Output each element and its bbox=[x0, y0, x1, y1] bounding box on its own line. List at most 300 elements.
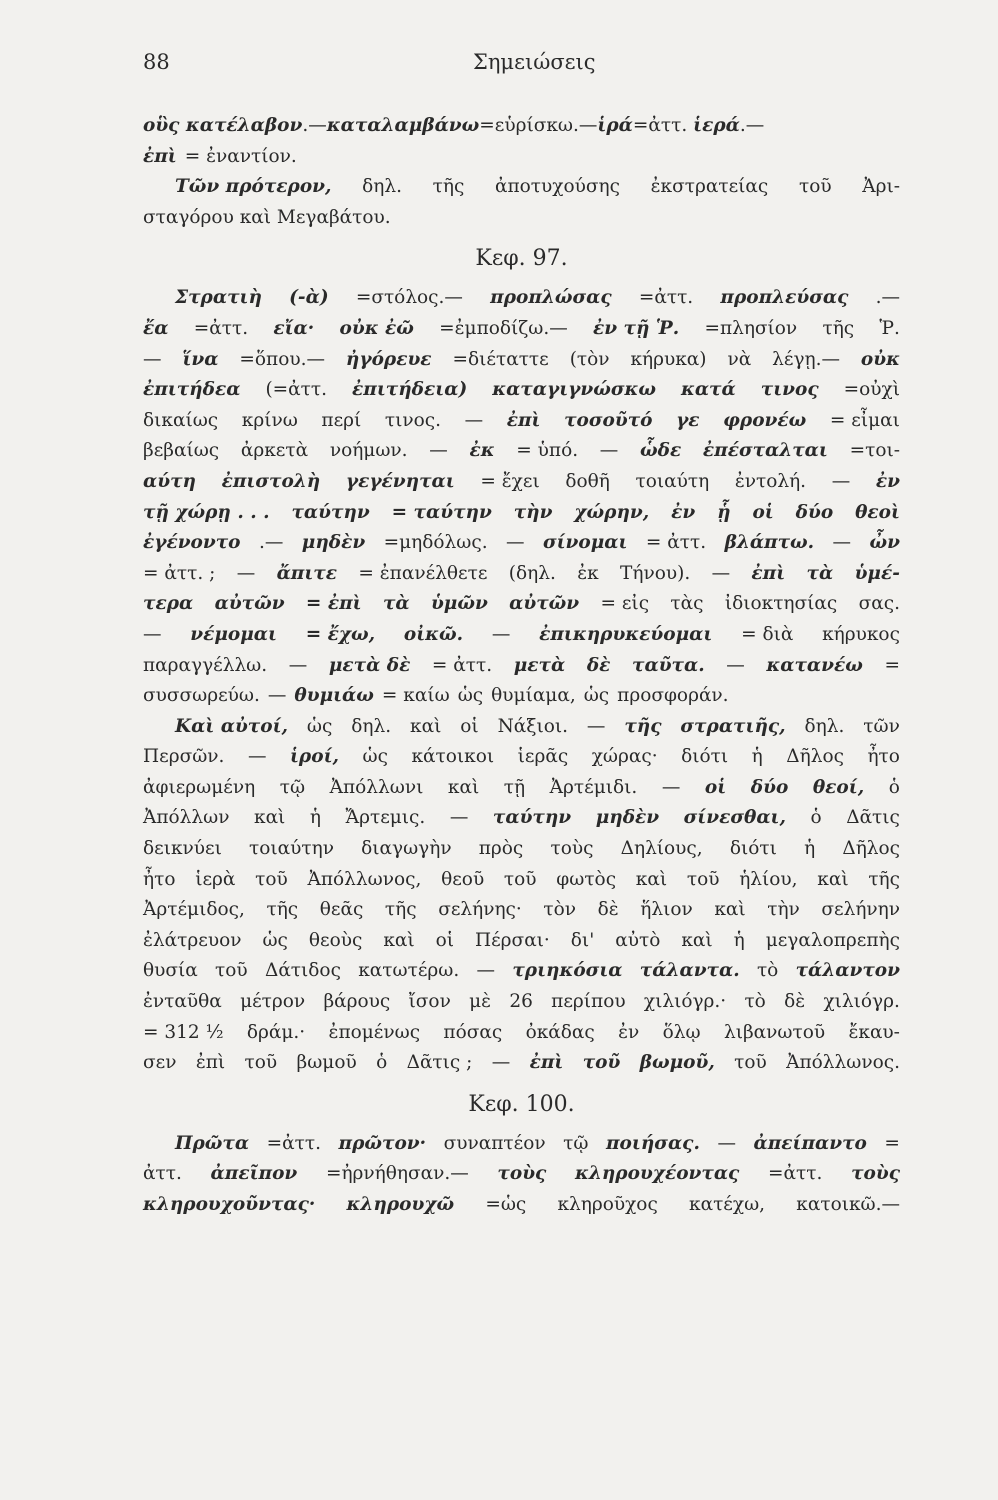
lemma: τῆς bbox=[624, 715, 662, 737]
gloss: = bbox=[884, 654, 900, 676]
gloss: — bbox=[832, 532, 852, 554]
gloss: προσφοράν. bbox=[617, 685, 729, 707]
gloss: ἱερᾶς bbox=[517, 746, 569, 768]
gloss: τοῦ bbox=[734, 1052, 767, 1074]
gloss: κατέχω, bbox=[689, 1194, 766, 1215]
lemma: ἐπὶ bbox=[529, 1052, 564, 1074]
text-line bbox=[143, 712, 900, 743]
gloss: νὰ bbox=[727, 348, 752, 370]
gloss: αὐτὸ bbox=[615, 929, 661, 951]
lemma: ἐπιτήδεια) bbox=[352, 379, 468, 401]
lemma: προπλώσας bbox=[490, 287, 612, 309]
lemma: αύτη bbox=[143, 470, 196, 492]
lemma: ταύτην bbox=[291, 501, 370, 523]
gloss: τοιαύτη bbox=[635, 470, 710, 492]
gloss: κήρυκος bbox=[822, 623, 900, 645]
gloss: — bbox=[464, 409, 484, 431]
gloss: τοῦ bbox=[686, 868, 720, 890]
gloss: Πέρσαι· bbox=[474, 929, 550, 951]
gloss: θυμίαμα, bbox=[491, 685, 576, 707]
gloss: τῶν bbox=[863, 715, 900, 737]
lemma: τὴν bbox=[513, 501, 553, 523]
text-line bbox=[143, 651, 900, 682]
gloss: κατωτέρω. bbox=[358, 960, 460, 982]
gloss: (=ἀττ. bbox=[265, 379, 328, 401]
lemma: ἐν bbox=[875, 470, 900, 492]
gloss: καὶ bbox=[410, 715, 442, 737]
lemma: ἱερά bbox=[693, 115, 740, 136]
gloss: — bbox=[717, 1132, 736, 1154]
gloss: τὸ bbox=[756, 960, 779, 982]
lemma: μηδὲν bbox=[595, 807, 660, 829]
lemma: σίνεσθαι, bbox=[683, 807, 786, 829]
lemma: θεοί, bbox=[812, 776, 865, 798]
gloss: Δάτιδος bbox=[264, 960, 341, 982]
gloss: ὁ bbox=[810, 807, 822, 829]
lemma: τριηκόσια bbox=[512, 960, 623, 982]
lemma: τερα bbox=[143, 593, 194, 615]
gloss: .— bbox=[739, 115, 765, 136]
gloss: =μηδόλως. bbox=[383, 532, 488, 554]
lemma: ἀπείπαντο bbox=[753, 1132, 867, 1154]
text-line bbox=[143, 172, 900, 203]
gloss: = ἐναντίον. bbox=[184, 145, 297, 167]
lemma: ὑμῶν bbox=[430, 593, 488, 615]
chapter-heading-100: Κεφ. 100. bbox=[468, 1091, 575, 1117]
gloss: =ἀττ. bbox=[266, 1132, 321, 1154]
gloss: δι' bbox=[570, 929, 595, 951]
text-line bbox=[143, 1190, 900, 1221]
gloss: (τὸν bbox=[569, 348, 610, 370]
gloss: .— bbox=[258, 532, 284, 554]
gloss: — bbox=[449, 807, 469, 829]
gloss: ἐλάτρευον bbox=[143, 929, 242, 951]
lemma: αὐτῶν bbox=[509, 593, 580, 615]
gloss: = ὑπό. bbox=[516, 440, 579, 462]
lemma: ποιήσας. bbox=[606, 1132, 700, 1154]
gloss: καὶ bbox=[447, 776, 480, 798]
lemma: τῇ χώρῃ . . . bbox=[143, 501, 270, 523]
lemma: εἴα· bbox=[273, 317, 315, 339]
gloss: = bbox=[884, 1132, 900, 1154]
gloss: καὶ bbox=[681, 929, 713, 951]
text-line bbox=[143, 834, 900, 865]
running-head bbox=[143, 50, 855, 80]
gloss: Δᾶτις bbox=[846, 807, 900, 829]
lemma: κληρουχῶ bbox=[346, 1194, 455, 1215]
gloss: τῇ bbox=[503, 776, 526, 798]
lemma: φρονέω bbox=[723, 409, 807, 431]
gloss: Δῆλος bbox=[786, 746, 844, 768]
lemma: ταύτην bbox=[492, 807, 572, 829]
text-line bbox=[143, 926, 900, 957]
gloss: — bbox=[429, 440, 448, 462]
gloss: — bbox=[586, 715, 606, 737]
lemma: θεοὶ bbox=[855, 501, 900, 523]
gloss: χιλιόγρ. bbox=[823, 991, 900, 1013]
gloss: ὀκάδας bbox=[525, 1021, 595, 1043]
gloss: τοιαύτην bbox=[249, 838, 334, 860]
gloss: ἡ bbox=[751, 746, 763, 768]
lemma: δύο bbox=[795, 501, 834, 523]
gloss: θεοῦ bbox=[441, 868, 485, 890]
gloss: ἡ bbox=[309, 807, 321, 829]
text-line bbox=[143, 314, 900, 345]
lemma: ἐπέσταλται bbox=[702, 440, 828, 462]
gloss: τῆς bbox=[822, 317, 855, 339]
gloss: ἡ bbox=[733, 929, 745, 951]
gloss: περί bbox=[321, 409, 362, 431]
text-line bbox=[143, 956, 900, 987]
gloss: δράμ.· bbox=[246, 1021, 306, 1043]
gloss: = ἐπανέλθετε bbox=[358, 562, 488, 584]
gloss: σας. bbox=[858, 593, 900, 615]
gloss: ἀφιερωμένη bbox=[143, 776, 256, 798]
text-line bbox=[143, 528, 900, 559]
lemma: κατά bbox=[680, 379, 736, 401]
lemma: ὦν bbox=[869, 532, 900, 554]
gloss: θεοὺς bbox=[308, 929, 363, 951]
lemma: τοσοῦτό bbox=[564, 409, 653, 431]
gloss: παραγγέλλω. bbox=[143, 654, 268, 676]
lemma: = ταύτην bbox=[391, 501, 492, 523]
gloss: ἴσον bbox=[408, 991, 451, 1013]
gloss: =ἀττ. bbox=[193, 317, 249, 339]
lemma: = ἔχω, bbox=[305, 623, 376, 645]
lemma: κληρουχέοντας bbox=[575, 1163, 740, 1185]
lemma: ὑμέ- bbox=[854, 562, 900, 584]
gloss: =ἠρνήθησαν.— bbox=[325, 1163, 469, 1185]
gloss: τοῦ bbox=[215, 960, 248, 982]
gloss: Τήνου). bbox=[620, 562, 691, 584]
lemma: ἠγόρευε bbox=[345, 348, 432, 370]
gloss: ὁ bbox=[376, 1052, 388, 1074]
page-number: 88 bbox=[143, 50, 170, 74]
gloss: — bbox=[476, 960, 496, 982]
gloss: σελήνης· bbox=[438, 899, 522, 921]
gloss: Ἀπόλλωνι bbox=[329, 776, 424, 798]
text-line bbox=[143, 895, 900, 926]
gloss: ἀποτυχούσης bbox=[495, 176, 620, 198]
lemma: κληρουχοῦντας· bbox=[143, 1194, 316, 1215]
gloss: =ἐμποδίζω.— bbox=[439, 317, 568, 339]
gloss: ἐντολή. bbox=[734, 470, 807, 492]
gloss: κάτοικοι bbox=[411, 746, 495, 768]
lemma: ᾗ bbox=[717, 501, 731, 523]
gloss: Ἀπόλλωνος, bbox=[307, 868, 422, 890]
text-line bbox=[143, 467, 900, 498]
lemma: οὐκ ἐῶ bbox=[339, 317, 414, 339]
gloss: = ἀττ. ; bbox=[143, 562, 216, 584]
gloss: — bbox=[491, 1052, 511, 1074]
gloss: δὲ bbox=[597, 899, 619, 921]
gloss: — bbox=[506, 532, 525, 554]
lemma: θυμιάω bbox=[294, 685, 374, 707]
gloss: Νάξιοι. bbox=[497, 715, 568, 737]
gloss: συσσωρεύω. bbox=[143, 685, 260, 707]
gloss: ὡς bbox=[262, 929, 288, 951]
gloss: δηλ. bbox=[804, 715, 845, 737]
gloss: σελήνην bbox=[821, 899, 900, 921]
gloss: κρίνω bbox=[241, 409, 298, 431]
lemma: τινος bbox=[760, 379, 819, 401]
gloss: — bbox=[599, 440, 619, 462]
gloss: δικαίως bbox=[143, 409, 219, 431]
lemma: ἐκ bbox=[469, 440, 495, 462]
text-line bbox=[143, 406, 900, 437]
text-line bbox=[143, 111, 900, 142]
gloss: σεν bbox=[143, 1052, 177, 1074]
lemma: τοῦ bbox=[582, 1052, 621, 1074]
gloss: — bbox=[726, 654, 745, 676]
gloss: νοήμων. bbox=[329, 440, 408, 462]
gloss: = εἶμαι bbox=[829, 409, 900, 431]
gloss: ἡ bbox=[804, 838, 816, 860]
lemma: οἱ bbox=[704, 776, 727, 798]
lemma: τάλαντον bbox=[795, 960, 900, 982]
gloss: πόσας bbox=[443, 1021, 503, 1043]
gloss: οἱ bbox=[435, 929, 454, 951]
gloss: — bbox=[288, 654, 308, 676]
gloss: τινος. bbox=[384, 409, 442, 431]
gloss: δοθῆ bbox=[565, 470, 610, 492]
text-line bbox=[143, 142, 900, 173]
lemma: καταγιγνώσκω bbox=[492, 379, 656, 401]
gloss: — bbox=[236, 562, 256, 584]
lemma: τοὺς bbox=[497, 1163, 547, 1185]
gloss: περίπου bbox=[551, 991, 626, 1013]
gloss: τοῦ bbox=[503, 868, 537, 890]
lemma: αὐτῶν bbox=[214, 593, 285, 615]
gloss: καὶ bbox=[635, 868, 668, 890]
gloss: =ἀττ. bbox=[638, 287, 694, 309]
text-line bbox=[143, 1129, 900, 1160]
gloss: τῆς bbox=[266, 899, 299, 921]
gloss: διότι bbox=[729, 838, 777, 860]
gloss: — bbox=[831, 470, 851, 492]
gloss: τῆς bbox=[868, 868, 900, 890]
gloss: Περσῶν. bbox=[143, 746, 225, 768]
gloss: ὡς bbox=[362, 746, 388, 768]
gloss: Ἀρτέμιδι. bbox=[549, 776, 638, 798]
gloss: μέτρον bbox=[240, 991, 306, 1013]
gloss: — bbox=[491, 623, 511, 645]
text-line bbox=[143, 803, 900, 834]
lemma: βωμοῦ, bbox=[639, 1052, 715, 1074]
gloss: βεβαίως bbox=[143, 440, 220, 462]
gloss: Δηλίους, bbox=[620, 838, 703, 860]
gloss: συναπτέον bbox=[443, 1132, 546, 1154]
gloss: — bbox=[247, 746, 267, 768]
lemma: γε bbox=[676, 409, 700, 431]
gloss: φωτὸς bbox=[556, 868, 617, 890]
gloss: =ἀττ. bbox=[768, 1163, 823, 1185]
lemma: οὓς κατέλαβον bbox=[143, 115, 303, 136]
lemma: προπλεύσας bbox=[720, 287, 849, 309]
gloss: Ἀρι- bbox=[862, 176, 900, 198]
lemma: Τῶν πρότερον, bbox=[175, 176, 332, 198]
gloss: ἦτο bbox=[867, 746, 900, 768]
gloss: χιλιόγρ.· bbox=[643, 991, 727, 1013]
gloss: τῷ bbox=[563, 1132, 589, 1154]
gloss: ἐπομένως bbox=[328, 1021, 421, 1043]
lemma: ἐπικηρυκεύομαι bbox=[539, 623, 713, 645]
lemma: χώρην, bbox=[574, 501, 650, 523]
lemma: ἄπιτε bbox=[276, 562, 337, 584]
gloss: — bbox=[661, 776, 681, 798]
gloss: ὡς bbox=[583, 685, 610, 707]
gloss: ἀρκετὰ bbox=[240, 440, 309, 462]
text-line bbox=[143, 865, 900, 896]
lemma: τὰ bbox=[806, 562, 834, 584]
gloss: βάρους bbox=[323, 991, 391, 1013]
gloss: ἐνταῦθα bbox=[143, 991, 222, 1013]
lemma: ἔα bbox=[143, 317, 169, 339]
lemma: ἐπιτήδεα bbox=[143, 379, 241, 401]
gloss: θυσία bbox=[143, 960, 198, 982]
gloss: λιβανωτοῦ bbox=[723, 1021, 826, 1043]
lemma: τάλαντα. bbox=[639, 960, 740, 982]
text-line bbox=[143, 345, 900, 376]
gloss: ἰδιοκτησίας bbox=[724, 593, 838, 615]
gloss: = διὰ bbox=[741, 623, 794, 645]
gloss: =διέταττε bbox=[452, 348, 549, 370]
gloss: θεᾶς bbox=[319, 899, 364, 921]
gloss: = 312 ½ bbox=[143, 1021, 224, 1043]
gloss: χώρας· bbox=[591, 746, 658, 768]
gloss: — bbox=[143, 623, 162, 645]
gloss: δὲ bbox=[784, 991, 806, 1013]
gloss: ὡς bbox=[306, 715, 333, 737]
lemma: ἐπὶ bbox=[143, 145, 177, 167]
gloss: τῆς bbox=[384, 899, 417, 921]
lemma: οὐκ bbox=[860, 348, 900, 370]
gloss: = ἀττ. bbox=[431, 654, 493, 676]
gloss: δηλ. bbox=[362, 176, 402, 198]
lemma: ὧδε bbox=[640, 440, 682, 462]
lemma: Καὶ αὐτοί, bbox=[175, 715, 288, 737]
gloss: καὶ bbox=[383, 929, 415, 951]
gloss: .— bbox=[302, 115, 327, 136]
gloss: ἐκ bbox=[577, 562, 599, 584]
gloss: δηλ. bbox=[351, 715, 392, 737]
gloss: 26 bbox=[509, 991, 533, 1013]
gloss: τὰς bbox=[670, 593, 704, 615]
gloss: δεικνύει bbox=[143, 838, 222, 860]
gloss: — bbox=[267, 685, 287, 707]
lemma: μηδὲν bbox=[301, 532, 366, 554]
gloss: καὶ bbox=[714, 899, 746, 921]
lemma: τοὺς bbox=[851, 1163, 900, 1185]
gloss: ἥλιον bbox=[640, 899, 693, 921]
lemma: δύο bbox=[750, 776, 789, 798]
gloss: Δῆλος bbox=[842, 838, 900, 860]
gloss: Ἀπόλλων bbox=[143, 807, 230, 829]
lemma: τὰ bbox=[382, 593, 410, 615]
lemma: Πρῶτα bbox=[175, 1132, 250, 1154]
lemma: ἐπὶ bbox=[751, 562, 786, 584]
lemma: ἵνα bbox=[182, 348, 219, 370]
gloss: ἐκστρατείας bbox=[650, 176, 769, 198]
gloss: .— bbox=[875, 287, 900, 309]
gloss: ἐν bbox=[618, 1021, 640, 1043]
gloss: κήρυκα) bbox=[630, 348, 707, 370]
lemma: ἐπιστολὴ bbox=[221, 470, 321, 492]
gloss: =εὑρίσκω.— bbox=[479, 115, 598, 136]
gloss: τῷ bbox=[279, 776, 306, 798]
text-line bbox=[143, 283, 900, 314]
text-line bbox=[143, 559, 900, 590]
gloss: = εἰς bbox=[600, 593, 650, 615]
lemma: ἐν τῇ Ῥ. bbox=[593, 317, 680, 339]
gloss: ὡς bbox=[457, 685, 484, 707]
gloss: τοῦ bbox=[798, 176, 832, 198]
gloss: τὴν bbox=[767, 899, 800, 921]
lemma: πρῶτον· bbox=[338, 1132, 427, 1154]
gloss: =οὐχὶ bbox=[843, 379, 900, 401]
gloss: τὸν bbox=[543, 899, 576, 921]
gloss: ἐπὶ bbox=[195, 1052, 226, 1074]
lemma: κατανέω bbox=[766, 654, 863, 676]
lemma: (-ὰ) bbox=[289, 287, 329, 309]
lemma: ἀπεῖπον bbox=[210, 1163, 298, 1185]
gloss: πρὸς bbox=[478, 838, 524, 860]
lemma: ἱροί, bbox=[289, 746, 339, 768]
text-line bbox=[143, 1048, 900, 1079]
text-line bbox=[143, 436, 900, 467]
lemma: γεγένηται bbox=[345, 470, 455, 492]
gloss: κατοικῶ.— bbox=[796, 1194, 900, 1215]
chapter-heading-97: Κεφ. 97. bbox=[475, 246, 568, 272]
gloss: τὸ bbox=[744, 991, 766, 1013]
page-title: Σημειώσεις bbox=[473, 50, 596, 74]
gloss: διαγωγὴν bbox=[361, 838, 452, 860]
text-line bbox=[143, 203, 900, 234]
gloss: μὲ bbox=[469, 991, 492, 1013]
gloss: τοῦ bbox=[255, 868, 288, 890]
gloss: =στόλος.— bbox=[355, 287, 463, 309]
gloss: μεγαλοπρεπὴς bbox=[765, 929, 900, 951]
text-line bbox=[143, 589, 900, 620]
gloss: =ὡς bbox=[485, 1194, 527, 1215]
notes-body bbox=[143, 111, 900, 1221]
gloss: κληροῦχος bbox=[557, 1194, 658, 1215]
gloss: τοὺς bbox=[550, 838, 594, 860]
lemma: οἱ bbox=[752, 501, 774, 523]
text-line bbox=[143, 773, 900, 804]
gloss: σταγόρου καὶ Μεγαβάτου. bbox=[143, 206, 391, 228]
gloss: = καίω bbox=[381, 685, 450, 707]
text-line bbox=[143, 987, 900, 1018]
gloss: καὶ bbox=[254, 807, 286, 829]
lemma: μετὰ bbox=[513, 654, 566, 676]
text-line bbox=[143, 620, 900, 651]
gloss: =πλησίον bbox=[704, 317, 798, 339]
text-line bbox=[143, 1159, 900, 1190]
lemma: οἰκῶ. bbox=[403, 623, 464, 645]
gloss: βωμοῦ bbox=[296, 1052, 357, 1074]
text-line bbox=[143, 742, 900, 773]
gloss: διότι bbox=[681, 746, 729, 768]
text-line bbox=[143, 681, 900, 712]
gloss: (δηλ. bbox=[508, 562, 556, 584]
gloss: Ἀπόλλωνος. bbox=[786, 1052, 900, 1074]
lemma: σίνομαι bbox=[542, 532, 628, 554]
gloss: — bbox=[711, 562, 731, 584]
gloss: =ὅπου.— bbox=[239, 348, 325, 370]
gloss: Ἀρτέμιδος, bbox=[143, 899, 245, 921]
gloss: Ῥ. bbox=[879, 317, 900, 339]
